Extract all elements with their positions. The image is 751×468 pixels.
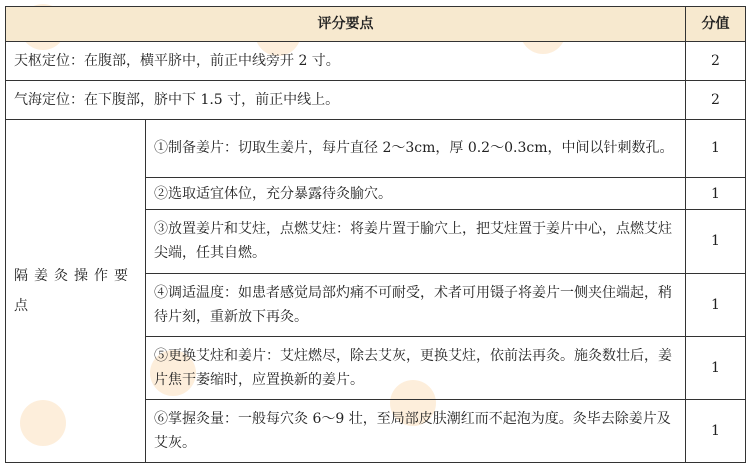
step-score: 1 [686,399,746,462]
step-text: ①制备姜片：切取生姜片，每片直径 2～3cm，厚 0.2～0.3cm，中间以针刺数孔。 [146,119,686,178]
step-score: 1 [686,178,746,210]
row-text: 气海定位：在下腹部，脐中下 1.5 寸，前正中线上。 [6,80,686,119]
step-text: ③放置姜片和艾炷，点燃艾炷：将姜片置于腧穴上，把艾炷置于姜片中心，点燃艾炷尖端，任其自燃。 [146,210,686,273]
row-score: 2 [686,42,746,81]
table-row [6,80,746,119]
header-main: 评分要点 [6,7,686,42]
step-score: 1 [686,210,746,273]
step-text: ⑤更换艾炷和姜片：艾炷燃尽，除去艾灰，更换艾炷，依前法再灸。施灸数壮后，姜片焦干萎缩时，应置换新的姜片。 [146,336,686,399]
group-label: 隔姜灸操作要点 [6,119,146,462]
table-row [6,42,746,81]
row-text: 天枢定位：在腹部，横平脐中，前正中线旁开 2 寸。 [6,42,686,81]
step-text: ④调适温度：如患者感觉局部灼痛不可耐受，术者可用镊子将姜片一侧夹住端起，稍待片刻，重新放下再灸。 [146,273,686,336]
scoring-table [5,6,746,463]
step-score: 1 [686,273,746,336]
row-score: 2 [686,80,746,119]
step-score: 1 [686,119,746,178]
header-score: 分值 [686,7,746,42]
table-row [6,119,746,178]
step-text: ⑥掌握灸量：一般每穴灸 6～9 壮，至局部皮肤潮红而不起泡为度。灸毕去除姜片及艾灰。 [146,399,686,462]
step-text: ②选取适宜体位，充分暴露待灸腧穴。 [146,178,686,210]
step-score: 1 [686,336,746,399]
